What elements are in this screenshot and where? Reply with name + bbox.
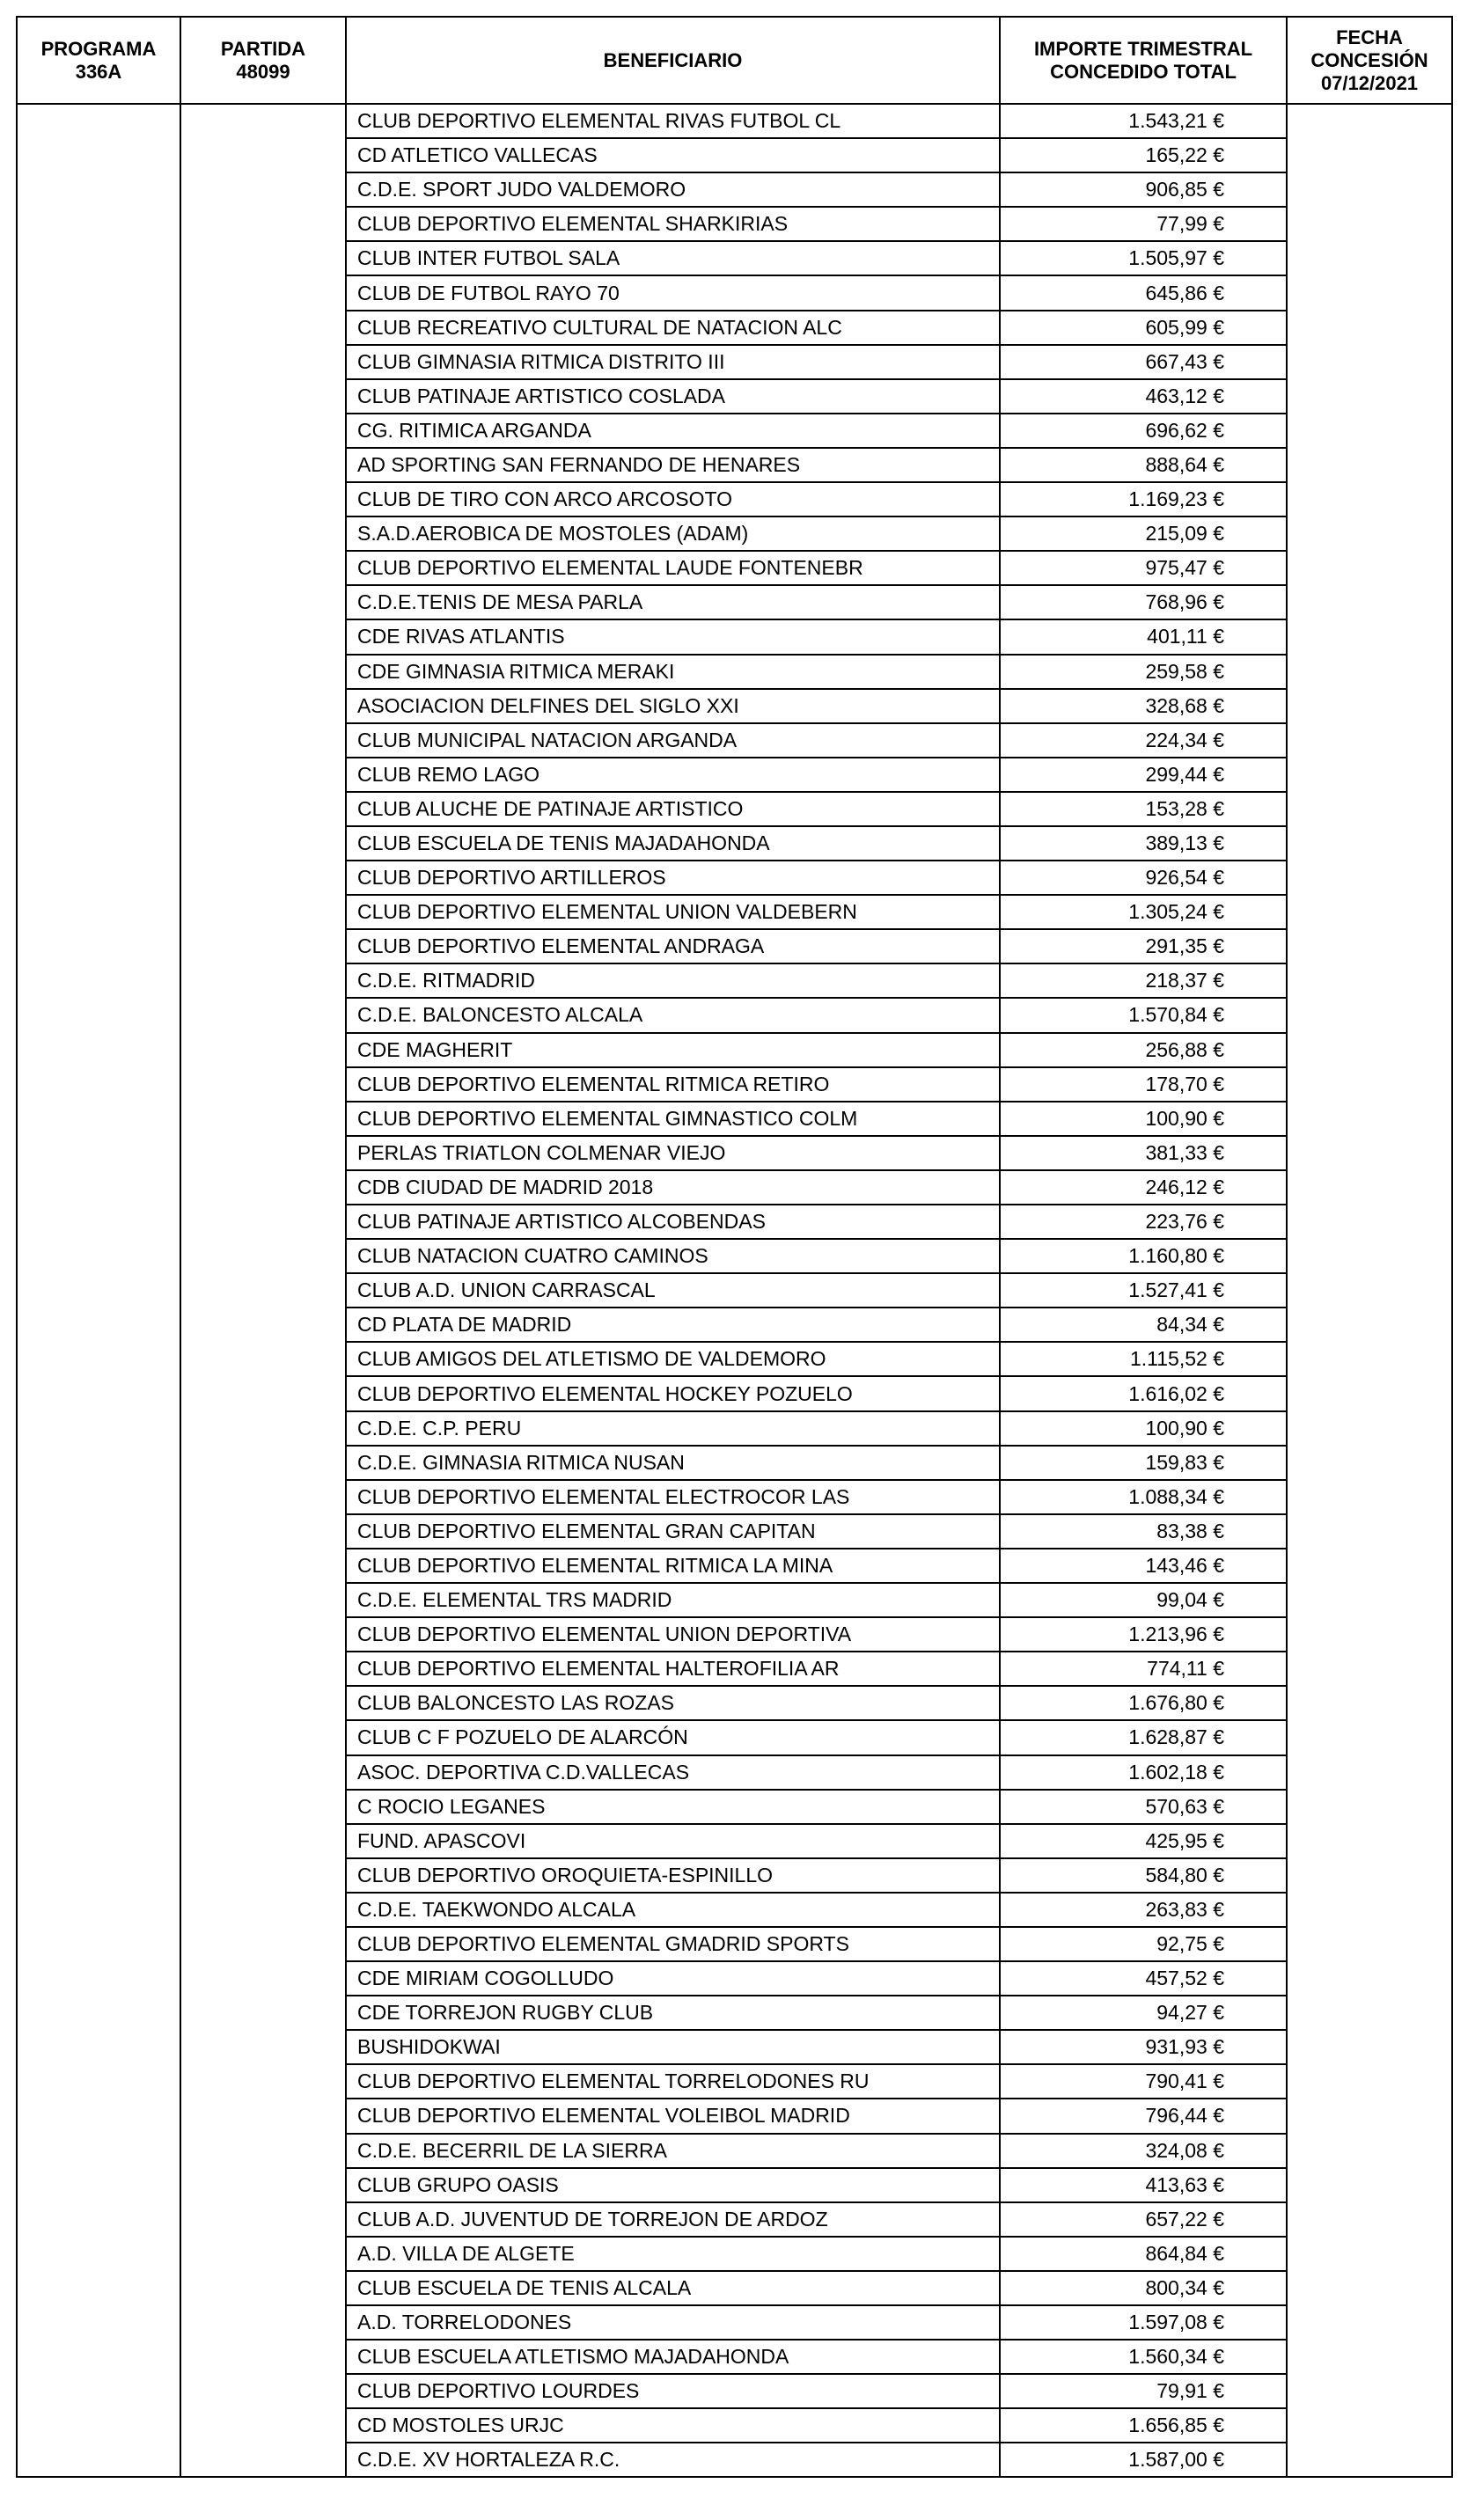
importe-cell: 328,68 € [1000,689,1287,723]
beneficiario-cell: CLUB GIMNASIA RITMICA DISTRITO III [346,345,1000,379]
beneficiario-cell: C.D.E. ELEMENTAL TRS MADRID [346,1583,1000,1617]
beneficiario-cell: CLUB DEPORTIVO ELEMENTAL HALTEROFILIA AR [346,1652,1000,1686]
importe-cell: 1.115,52 € [1000,1342,1287,1376]
beneficiario-cell: A.D. TORRELODONES [346,2305,1000,2340]
beneficiario-cell: CD ATLETICO VALLECAS [346,138,1000,172]
header-fecha-date: 07/12/2021 [1320,71,1419,94]
importe-cell: 84,34 € [1000,1308,1287,1342]
importe-cell: 605,99 € [1000,311,1287,345]
importe-cell: 291,35 € [1000,929,1287,963]
beneficiario-cell: CLUB DEPORTIVO ELEMENTAL GIMNASTICO COLM [346,1102,1000,1136]
beneficiario-cell: CLUB DEPORTIVO ELEMENTAL RIVAS FUTBOL CL [346,104,1000,138]
importe-cell: 256,88 € [1000,1033,1287,1067]
importe-cell: 1.543,21 € [1000,104,1287,138]
beneficiario-cell: C.D.E. BECERRIL DE LA SIERRA [346,2134,1000,2168]
beneficiario-cell: CDE RIVAS ATLANTIS [346,619,1000,654]
importe-cell: 79,91 € [1000,2374,1287,2408]
importe-cell: 584,80 € [1000,1858,1287,1893]
importe-cell: 1.597,08 € [1000,2305,1287,2340]
beneficiario-cell: CLUB ESCUELA DE TENIS MAJADAHONDA [346,826,1000,861]
beneficiario-cell: CLUB AMIGOS DEL ATLETISMO DE VALDEMORO [346,1342,1000,1376]
importe-cell: 457,52 € [1000,1961,1287,1996]
beneficiario-cell: CLUB MUNICIPAL NATACION ARGANDA [346,723,1000,758]
importe-cell: 413,63 € [1000,2168,1287,2202]
beneficiario-cell: AD SPORTING SAN FERNANDO DE HENARES [346,448,1000,482]
beneficiario-cell: CLUB PATINAJE ARTISTICO ALCOBENDAS [346,1205,1000,1239]
header-partida [180,17,346,104]
importe-cell: 100,90 € [1000,1102,1287,1136]
importe-cell: 888,64 € [1000,448,1287,482]
beneficiario-cell: CLUB RECREATIVO CULTURAL DE NATACION ALC [346,311,1000,345]
grants-table [16,16,1453,2478]
beneficiario-cell: C.D.E. C.P. PERU [346,1411,1000,1446]
header-beneficiario-label: BENEFICIARIO [603,48,743,71]
beneficiario-cell: CLUB DEPORTIVO ELEMENTAL UNION VALDEBERN [346,895,1000,929]
importe-cell: 1.602,18 € [1000,1755,1287,1790]
beneficiario-cell: BUSHIDOKWAI [346,2030,1000,2064]
importe-cell: 215,09 € [1000,516,1287,551]
beneficiario-cell: CLUB DEPORTIVO ELEMENTAL ANDRAGA [346,929,1000,963]
importe-cell: 864,84 € [1000,2237,1287,2271]
importe-cell: 100,90 € [1000,1411,1287,1446]
header-row [17,17,1452,104]
importe-cell: 259,58 € [1000,655,1287,689]
beneficiario-cell: CLUB DEPORTIVO ELEMENTAL SHARKIRIAS [346,207,1000,241]
importe-cell: 790,41 € [1000,2064,1287,2099]
importe-cell: 263,83 € [1000,1893,1287,1927]
importe-cell: 92,75 € [1000,1927,1287,1961]
beneficiario-cell: CLUB DEPORTIVO ELEMENTAL RITMICA LA MINA [346,1549,1000,1583]
importe-cell: 657,22 € [1000,2202,1287,2237]
beneficiario-cell: C.D.E.TENIS DE MESA PARLA [346,585,1000,619]
header-partida-label: PARTIDA [220,37,306,60]
importe-cell: 645,86 € [1000,275,1287,310]
importe-cell: 1.587,00 € [1000,2443,1287,2477]
header-programa [17,17,180,104]
importe-cell: 906,85 € [1000,172,1287,207]
beneficiario-cell: CLUB A.D. JUVENTUD DE TORREJON DE ARDOZ [346,2202,1000,2237]
beneficiario-cell: CLUB DEPORTIVO ELEMENTAL LAUDE FONTENEBR [346,551,1000,585]
importe-cell: 1.305,24 € [1000,895,1287,929]
importe-cell: 1.628,87 € [1000,1720,1287,1754]
beneficiario-cell: CLUB DEPORTIVO ELEMENTAL ELECTROCOR LAS [346,1480,1000,1514]
beneficiario-cell: CLUB DEPORTIVO ELEMENTAL TORRELODONES RU [346,2064,1000,2099]
header-fecha-line2: CONCESIÓN [1310,48,1428,71]
importe-cell: 324,08 € [1000,2134,1287,2168]
beneficiario-cell: CLUB GRUPO OASIS [346,2168,1000,2202]
beneficiario-cell: CDE MIRIAM COGOLLUDO [346,1961,1000,1996]
importe-cell: 99,04 € [1000,1583,1287,1617]
importe-cell: 401,11 € [1000,619,1287,654]
beneficiario-cell: CLUB ALUCHE DE PATINAJE ARTISTICO [346,792,1000,826]
beneficiario-cell: CLUB DEPORTIVO ELEMENTAL VOLEIBOL MADRID [346,2099,1000,2133]
importe-cell: 1.656,85 € [1000,2408,1287,2443]
importe-cell: 463,12 € [1000,379,1287,414]
importe-cell: 570,63 € [1000,1790,1287,1824]
importe-cell: 299,44 € [1000,758,1287,792]
beneficiario-cell: CDB CIUDAD DE MADRID 2018 [346,1170,1000,1205]
beneficiario-cell: CLUB PATINAJE ARTISTICO COSLADA [346,379,1000,414]
importe-cell: 1.088,34 € [1000,1480,1287,1514]
beneficiario-cell: CDE TORREJON RUGBY CLUB [346,1996,1000,2030]
header-fecha-line1: FECHA [1336,26,1403,48]
beneficiario-cell: S.A.D.AEROBICA DE MOSTOLES (ADAM) [346,516,1000,551]
beneficiario-cell: CLUB DE FUTBOL RAYO 70 [346,275,1000,310]
beneficiario-cell: FUND. APASCOVI [346,1824,1000,1858]
beneficiario-cell: PERLAS TRIATLON COLMENAR VIEJO [346,1136,1000,1170]
beneficiario-cell: CLUB DEPORTIVO ELEMENTAL RITMICA RETIRO [346,1067,1000,1102]
beneficiario-cell: C.D.E. GIMNASIA RITMICA NUSAN [346,1446,1000,1480]
beneficiario-cell: C.D.E. BALONCESTO ALCALA [346,998,1000,1032]
table-body [17,104,1452,2477]
importe-cell: 931,93 € [1000,2030,1287,2064]
beneficiario-cell: C.D.E. XV HORTALEZA R.C. [346,2443,1000,2477]
importe-cell: 223,76 € [1000,1205,1287,1239]
beneficiario-cell: CLUB DEPORTIVO OROQUIETA-ESPINILLO [346,1858,1000,1893]
partida-cell [180,104,346,2477]
header-partida-code: 48099 [236,60,290,83]
beneficiario-cell: CLUB DEPORTIVO ELEMENTAL HOCKEY POZUELO [346,1376,1000,1410]
importe-cell: 224,34 € [1000,723,1287,758]
header-programa-label: PROGRAMA [40,37,157,60]
importe-cell: 796,44 € [1000,2099,1287,2133]
importe-cell: 165,22 € [1000,138,1287,172]
importe-cell: 1.560,34 € [1000,2340,1287,2374]
header-importe-line1: IMPORTE TRIMESTRAL [1033,37,1253,60]
importe-cell: 1.570,84 € [1000,998,1287,1032]
beneficiario-cell: C ROCIO LEGANES [346,1790,1000,1824]
beneficiario-cell: ASOC. DEPORTIVA C.D.VALLECAS [346,1755,1000,1790]
importe-cell: 1.160,80 € [1000,1239,1287,1273]
beneficiario-cell: CLUB INTER FUTBOL SALA [346,241,1000,275]
header-fecha [1287,17,1452,104]
importe-cell: 143,46 € [1000,1549,1287,1583]
importe-cell: 926,54 € [1000,861,1287,895]
importe-cell: 83,38 € [1000,1514,1287,1549]
header-importe-line2: CONCEDIDO TOTAL [1050,60,1237,83]
importe-cell: 1.676,80 € [1000,1686,1287,1720]
importe-cell: 425,95 € [1000,1824,1287,1858]
beneficiario-cell: CLUB A.D. UNION CARRASCAL [346,1273,1000,1308]
importe-cell: 77,99 € [1000,207,1287,241]
beneficiario-cell: CLUB REMO LAGO [346,758,1000,792]
programa-cell [17,104,180,2477]
beneficiario-cell: CLUB NATACION CUATRO CAMINOS [346,1239,1000,1273]
fecha-cell [1287,104,1452,2477]
importe-cell: 1.616,02 € [1000,1376,1287,1410]
beneficiario-cell: CLUB DEPORTIVO ELEMENTAL GMADRID SPORTS [346,1927,1000,1961]
importe-cell: 774,11 € [1000,1652,1287,1686]
beneficiario-cell: C.D.E. TAEKWONDO ALCALA [346,1893,1000,1927]
header-importe [1000,17,1287,104]
importe-cell: 94,27 € [1000,1996,1287,2030]
beneficiario-cell: A.D. VILLA DE ALGETE [346,2237,1000,2271]
beneficiario-cell: CLUB DEPORTIVO LOURDES [346,2374,1000,2408]
importe-cell: 1.169,23 € [1000,482,1287,516]
beneficiario-cell: CLUB ESCUELA ATLETISMO MAJADAHONDA [346,2340,1000,2374]
beneficiario-cell: CLUB DEPORTIVO ELEMENTAL UNION DEPORTIVA [346,1617,1000,1652]
grants-table-container [16,16,1453,2478]
importe-cell: 389,13 € [1000,826,1287,861]
importe-cell: 768,96 € [1000,585,1287,619]
beneficiario-cell: CDE GIMNASIA RITMICA MERAKI [346,655,1000,689]
beneficiario-cell: C.D.E. RITMADRID [346,963,1000,998]
importe-cell: 159,83 € [1000,1446,1287,1480]
importe-cell: 1.213,96 € [1000,1617,1287,1652]
importe-cell: 667,43 € [1000,345,1287,379]
beneficiario-cell: ASOCIACION DELFINES DEL SIGLO XXI [346,689,1000,723]
header-programa-code: 336A [75,60,122,83]
beneficiario-cell: CDE MAGHERIT [346,1033,1000,1067]
importe-cell: 153,28 € [1000,792,1287,826]
beneficiario-cell: CLUB C F POZUELO DE ALARCÓN [346,1720,1000,1754]
header-beneficiario [346,17,1000,104]
importe-cell: 1.527,41 € [1000,1273,1287,1308]
importe-cell: 800,34 € [1000,2271,1287,2305]
importe-cell: 975,47 € [1000,551,1287,585]
table-row [17,104,1452,138]
beneficiario-cell: CG. RITIMICA ARGANDA [346,414,1000,448]
importe-cell: 178,70 € [1000,1067,1287,1102]
beneficiario-cell: CLUB DEPORTIVO ARTILLEROS [346,861,1000,895]
beneficiario-cell: CLUB ESCUELA DE TENIS ALCALA [346,2271,1000,2305]
beneficiario-cell: CD MOSTOLES URJC [346,2408,1000,2443]
importe-cell: 246,12 € [1000,1170,1287,1205]
beneficiario-cell: CLUB DE TIRO CON ARCO ARCOSOTO [346,482,1000,516]
beneficiario-cell: CLUB BALONCESTO LAS ROZAS [346,1686,1000,1720]
beneficiario-cell: C.D.E. SPORT JUDO VALDEMORO [346,172,1000,207]
importe-cell: 218,37 € [1000,963,1287,998]
importe-cell: 696,62 € [1000,414,1287,448]
beneficiario-cell: CD PLATA DE MADRID [346,1308,1000,1342]
beneficiario-cell: CLUB DEPORTIVO ELEMENTAL GRAN CAPITAN [346,1514,1000,1549]
importe-cell: 1.505,97 € [1000,241,1287,275]
importe-cell: 381,33 € [1000,1136,1287,1170]
